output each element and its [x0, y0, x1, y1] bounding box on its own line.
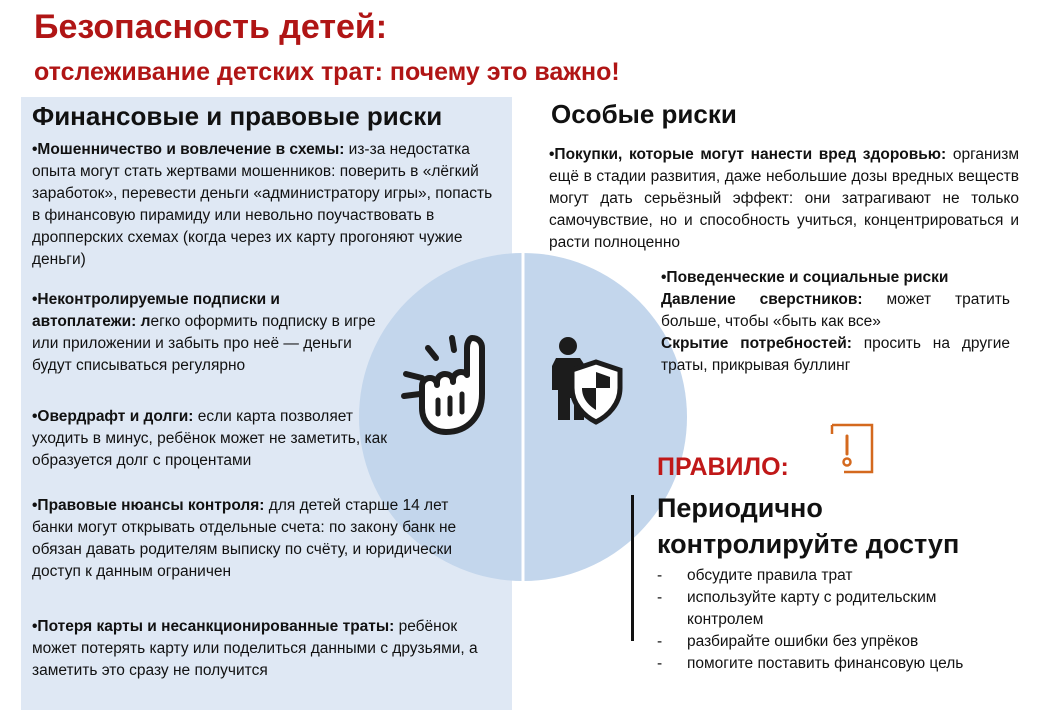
special-risks-title: Особые риски — [551, 99, 737, 129]
risk-item-health: •Покупки, которые могут нанести вред здоровью: организм ещё в стадии развития, даже небольшие дозы вредных веществ могут дать серьёзный эффект: они затрагивают не только самочувствие, но и способность учиться, концентрироваться и расти полноценно — [549, 146, 1019, 251]
list-item: - разбирайте ошибки без упрёков — [657, 633, 919, 650]
rule-list — [657, 565, 1017, 675]
rule-heading: Периодично контролируйте доступ — [657, 493, 960, 559]
behavioral-risks-heading: •Поведенческие и социальные риски — [661, 269, 949, 286]
risk-item-lost-card: •Потеря карты и несанкционированные траты: ребёнок может потерять карту или поделиться данными с друзьями, а заметить это сразу не получится — [32, 618, 478, 679]
hand-gesture-icon — [398, 330, 502, 440]
risk-item-behavioral: •Поведенческие и социальные риски Давление сверстников: может тратить больше, чтобы «быть как все» Скрытие потребностей: просить на другие траты, прикрывая буллинг — [661, 269, 1010, 374]
financial-risks-title: Финансовые и правовые риски — [32, 101, 443, 131]
list-item: - помогите поставить финансовую цель — [657, 655, 964, 672]
page-subtitle: отслеживание детских трат: почему это важно! — [34, 58, 620, 86]
risk-item-overdraft: •Овердрафт и долги: если карта позволяет уходить в минус, ребёнок может не заметить, как образуется долг с процентами — [32, 408, 388, 469]
rule-divider — [631, 495, 634, 641]
risk-item-legal: •Правовые нюансы контроля: для детей старше 14 лет банки могут открывать отдельные счета: по закону банк не обязан давать родителям выписку по счёту, и юридически доступ к данным ограничен — [32, 497, 457, 580]
page-title: Безопасность детей: — [34, 8, 388, 46]
list-item: - используйте карту с родительским контролем — [657, 589, 937, 628]
warning-sign-icon — [822, 420, 878, 478]
shield-person-icon — [548, 336, 624, 426]
rule-label: ПРАВИЛО: — [657, 453, 789, 481]
list-item: - обсудите правила трат — [657, 567, 853, 584]
risk-item-fraud: •Мошенничество и вовлечение в схемы: из-за недостатка опыта могут стать жертвами мошенников: поверить в «лёгкий заработок», перевести деньги «администратору игры», попасть в финансовую пирамиду или невольно поучаствовать в дропперских схемах (когда через их карту прогоняют чужие деньги) — [32, 141, 493, 268]
risk-item-subscriptions: •Неконтролируемые подписки и автоплатежи: легко оформить подписку в игре или приложении и забыть про неё — деньги будут списываться регулярно — [32, 291, 376, 374]
